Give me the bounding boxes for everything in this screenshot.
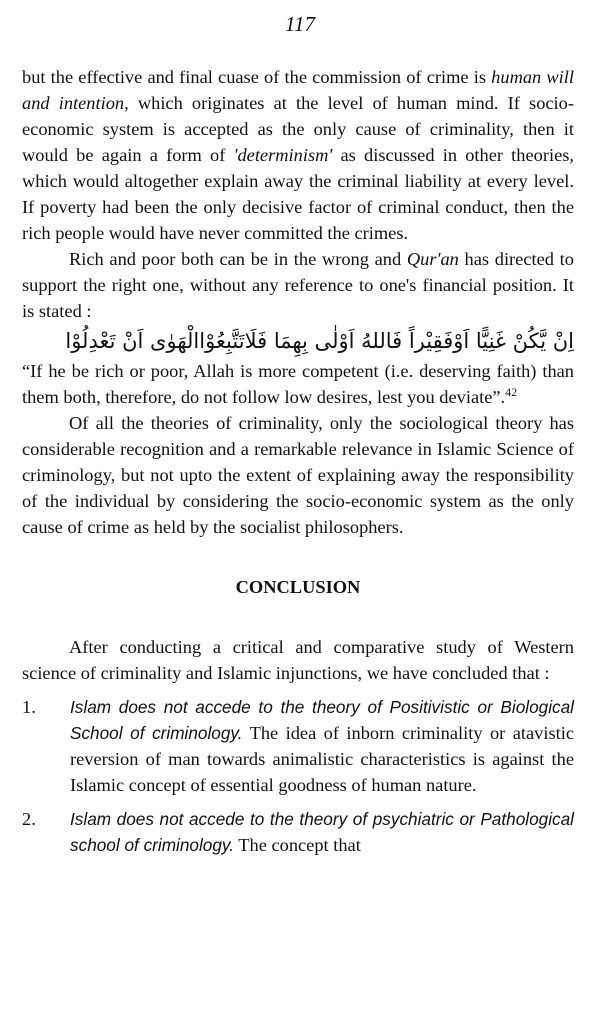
arabic-verse: اِنْ يَّكُنْ غَنِيًّا اَوْفَقِيْراً فَاللهُ اَوْلٰى بِهِمَا فَلَاتَتَّبِعُوْاالْهَوٰى اَنْ تَعْدِلُوْا: [65, 329, 574, 353]
list-number: 1.: [22, 697, 36, 717]
text-run: The concept that: [234, 835, 361, 855]
text-run: Rich and poor both can be in the wrong and: [69, 249, 407, 269]
emphasis-text: Islam does not accede to the theory of psychiatric or Pathological school of criminology.: [70, 809, 574, 855]
quote-text: “If he be rich or poor, Allah is more competent (i.e. deserving faith) than them both, therefore, do not follow low desires, lest you deviate”.: [22, 361, 574, 407]
verse-translation: [22, 358, 574, 410]
paragraph-3: Of all the theories of criminality, only the sociological theory has considerable recognition and a remarkable relevance in Islamic Science of criminology, but not upto the extent of explaining away the responsibility of the individual by considering the socio-economic system as the only cause of crime as held by the socialist philosophers.: [22, 413, 574, 537]
page-number: 117: [285, 12, 315, 36]
section-heading: CONCLUSION: [235, 577, 361, 597]
paragraph-4: After conducting a critical and comparative study of Western science of criminality and Islamic injunctions, we have concluded that :: [22, 637, 574, 683]
text-run: The idea of inborn criminality or atavistic reversion of man towards animalistic characteristics is against the Islamic concept of essential goodness of human nature.: [70, 723, 574, 795]
text-run: has directed to support the right one, without any reference to one's financial position. It is stated :: [22, 249, 574, 321]
body-text: [22, 64, 574, 858]
paragraph-2: [22, 246, 574, 324]
emphasis-text: 'determinism': [233, 145, 333, 165]
emphasis-text: human will and intention,: [22, 67, 574, 113]
paragraph-1: [22, 64, 574, 246]
list-text: [70, 806, 574, 858]
text-run: which originates at the level of human mind. If socio-economic system is accepted as the only cause of criminality, then it would be again a form of: [22, 93, 574, 165]
list-item: [22, 806, 574, 858]
list-number: 2.: [22, 809, 36, 829]
list-text: [70, 694, 574, 798]
emphasis-text: Qur'an: [406, 249, 459, 269]
text-run: but the effective and final cuase of the commission of crime is: [22, 67, 492, 87]
emphasis-text: Islam does not accede to the theory of Positivistic or Biological School of criminology.: [70, 697, 574, 743]
footnote-marker: 42: [505, 385, 518, 399]
text-run: as discussed in other theories, which would altogether explain away the criminal liability at every level. If poverty had been the only decisive factor of criminal conduct, then the rich people would have never committed the crimes.: [22, 145, 574, 243]
list-item: [22, 694, 574, 798]
